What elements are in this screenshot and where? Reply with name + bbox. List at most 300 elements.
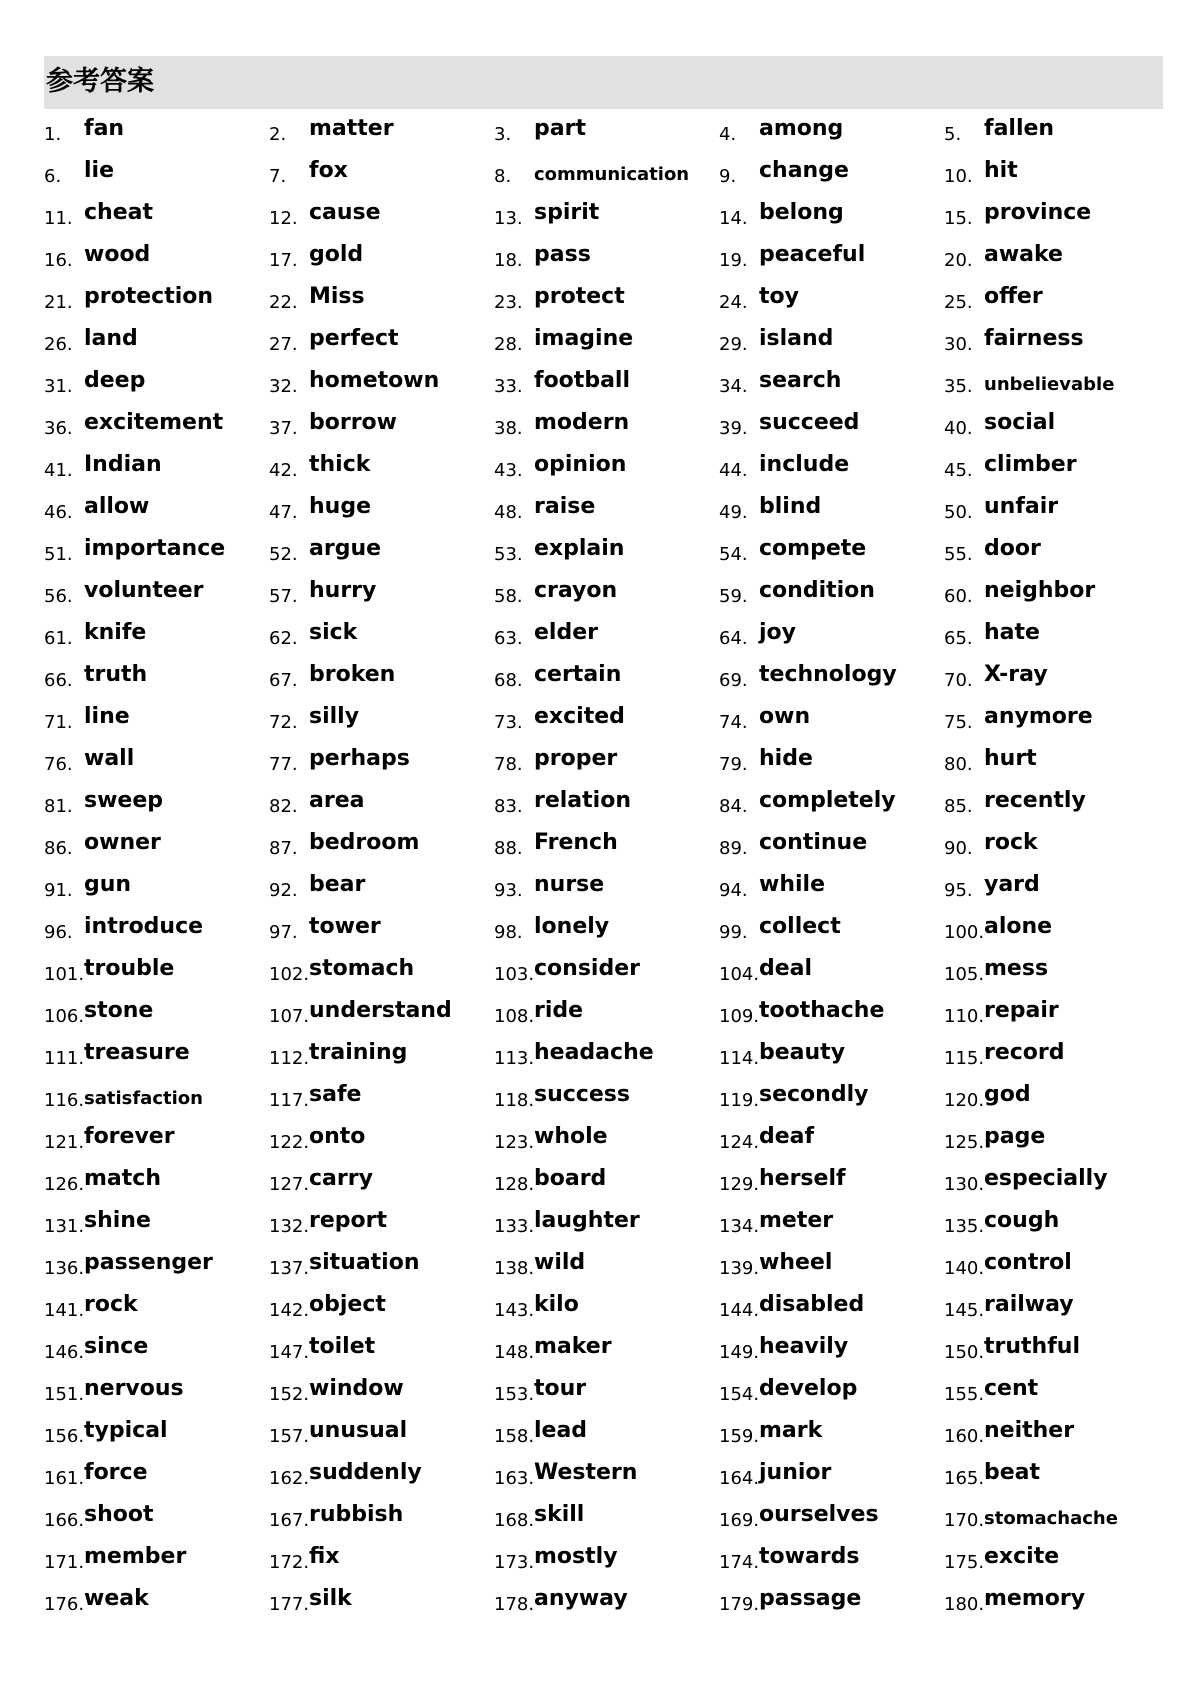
answer-number: 163. [494,1468,535,1489]
answer-number: 154. [719,1384,760,1405]
answer-item [494,446,719,488]
answer-number: 97. [269,922,298,943]
answer-word: wall [84,746,135,771]
answer-number: 25. [944,292,973,313]
answer-item [44,698,269,740]
answer-word: report [309,1208,387,1233]
answer-number: 88. [494,838,523,859]
answer-item [494,698,719,740]
answer-word: French [534,830,618,855]
answer-number: 147. [269,1342,310,1363]
answer-word: perfect [309,326,399,351]
answer-item [719,1496,944,1538]
answer-item [494,1202,719,1244]
answer-item [269,614,494,656]
answer-number: 179. [719,1594,760,1615]
answer-word: deep [84,368,146,393]
answer-number: 58. [494,586,523,607]
answer-number: 91. [44,880,73,901]
answer-number: 9. [719,166,737,187]
answer-word: shine [84,1208,151,1233]
answer-number: 67. [269,670,298,691]
answer-number: 161. [44,1468,85,1489]
answer-item [494,278,719,320]
answer-item [944,614,1163,656]
answer-word: heavily [759,1334,849,1359]
answer-number: 6. [44,166,62,187]
answer-number: 40. [944,418,973,439]
answer-item [44,1244,269,1286]
answer-item [494,236,719,278]
answer-word: protection [84,284,214,309]
answer-number: 175. [944,1552,985,1573]
answer-item [494,1580,719,1622]
answer-word: belong [759,200,844,225]
answer-number: 157. [269,1426,310,1447]
answer-word: skill [534,1502,585,1527]
answer-item [944,572,1163,614]
answer-number: 90. [944,838,973,859]
answer-number: 126. [44,1174,85,1195]
answer-item [44,1580,269,1622]
answer-item [719,110,944,152]
answer-word: pass [534,242,591,267]
answer-number: 53. [494,544,523,565]
answer-number: 10. [944,166,973,187]
answer-item [494,1370,719,1412]
answer-number: 62. [269,628,298,649]
answer-word: trouble [84,956,175,981]
answer-number: 74. [719,712,748,733]
answer-item [44,1370,269,1412]
answer-number: 44. [719,460,748,481]
answer-number: 155. [944,1384,985,1405]
answer-grid [44,110,1163,1622]
answer-number: 109. [719,1006,760,1027]
answer-word: elder [534,620,598,645]
answer-word: bedroom [309,830,420,855]
answer-word: among [759,116,844,141]
answer-number: 111. [44,1048,85,1069]
answer-word: gun [84,872,132,897]
answer-word: window [309,1376,404,1401]
answer-item [44,1454,269,1496]
answer-word: disabled [759,1292,865,1317]
answer-word: broken [309,662,396,687]
answer-number: 173. [494,1552,535,1573]
answer-item [44,1286,269,1328]
answer-number: 138. [494,1258,535,1279]
answer-number: 180. [944,1594,985,1615]
answer-word: offer [984,284,1043,309]
answer-item [269,572,494,614]
answer-item [44,866,269,908]
answer-item [719,1454,944,1496]
answer-word: fan [84,116,125,141]
answer-item [269,740,494,782]
answer-word: treasure [84,1040,190,1065]
answer-number: 169. [719,1510,760,1531]
answer-word: onto [309,1124,366,1149]
answer-item [269,1160,494,1202]
answer-number: 31. [44,376,73,397]
answer-number: 65. [944,628,973,649]
answer-number: 143. [494,1300,535,1321]
answer-item [269,782,494,824]
answer-item [269,236,494,278]
answer-item [494,1118,719,1160]
answer-word: borrow [309,410,397,435]
answer-item [719,782,944,824]
answer-number: 21. [44,292,73,313]
answer-item [44,404,269,446]
answer-item [494,1454,719,1496]
answer-number: 39. [719,418,748,439]
answer-item [269,110,494,152]
answer-word: passage [759,1586,862,1611]
answer-word: Western [534,1460,638,1485]
answer-number: 43. [494,460,523,481]
answer-word: meter [759,1208,834,1233]
answer-word: certain [534,662,622,687]
answer-number: 49. [719,502,748,523]
answer-number: 178. [494,1594,535,1615]
answer-word: gold [309,242,364,267]
answer-number: 120. [944,1090,985,1111]
answer-item [719,656,944,698]
answer-word: unbelievable [984,374,1115,395]
answer-item [269,488,494,530]
answer-number: 98. [494,922,523,943]
answer-item [494,656,719,698]
answer-number: 35. [944,376,973,397]
answer-item [269,698,494,740]
answer-number: 115. [944,1048,985,1069]
answer-word: force [84,1460,148,1485]
answer-word: fallen [984,116,1055,141]
answer-number: 12. [269,208,298,229]
answer-number: 48. [494,502,523,523]
answer-item [719,1076,944,1118]
answer-word: secondly [759,1082,869,1107]
answer-item [44,320,269,362]
answer-word: stomach [309,956,415,981]
answer-number: 167. [269,1510,310,1531]
answer-item [269,1370,494,1412]
answer-number: 79. [719,754,748,775]
answer-number: 95. [944,880,973,901]
answer-word: rubbish [309,1502,404,1527]
answer-item [944,110,1163,152]
answer-number: 110. [944,1006,985,1027]
answer-item [44,656,269,698]
answer-item [494,1328,719,1370]
answer-word: huge [309,494,371,519]
answer-item [944,488,1163,530]
answer-item [269,656,494,698]
answer-number: 56. [44,586,73,607]
answer-number: 146. [44,1342,85,1363]
answer-number: 94. [719,880,748,901]
answer-word: matter [309,116,394,141]
answer-word: develop [759,1376,858,1401]
answer-word: satisfaction [84,1088,203,1109]
answer-item [44,1496,269,1538]
answer-word: since [84,1334,149,1359]
answer-word: deal [759,956,813,981]
answer-number: 176. [44,1594,85,1615]
answer-word: lonely [534,914,610,939]
answer-word: volunteer [84,578,204,603]
answer-item [44,362,269,404]
answer-item [44,530,269,572]
answer-word: beat [984,1460,1041,1485]
answer-item [494,1034,719,1076]
answer-item [269,1202,494,1244]
answer-word: area [309,788,365,813]
answer-number: 11. [44,208,73,229]
answer-word: island [759,326,834,351]
answer-number: 108. [494,1006,535,1027]
answer-word: peaceful [759,242,866,267]
answer-item [269,1538,494,1580]
answer-item [494,740,719,782]
answer-item [44,1412,269,1454]
answer-item [719,1328,944,1370]
answer-word: joy [759,620,796,645]
answer-item [719,278,944,320]
answer-number: 34. [719,376,748,397]
answer-number: 117. [269,1090,310,1111]
answer-item [269,404,494,446]
answer-number: 7. [269,166,287,187]
answer-word: herself [759,1166,846,1191]
answer-number: 132. [269,1216,310,1237]
answer-item [944,740,1163,782]
answer-number: 136. [44,1258,85,1279]
answer-number: 171. [44,1552,85,1573]
answer-word: success [534,1082,630,1107]
answer-item [44,1202,269,1244]
answer-word: suddenly [309,1460,422,1485]
answer-number: 133. [494,1216,535,1237]
answer-word: mess [984,956,1049,981]
answer-word: toothache [759,998,885,1023]
answer-number: 4. [719,124,737,145]
answer-number: 3. [494,124,512,145]
answer-word: mostly [534,1544,618,1569]
answer-number: 152. [269,1384,310,1405]
answer-number: 101. [44,964,85,985]
answer-item [494,1160,719,1202]
answer-word: modern [534,410,630,435]
answer-number: 145. [944,1300,985,1321]
answer-item [44,950,269,992]
answer-number: 166. [44,1510,85,1531]
answer-item [269,1118,494,1160]
answer-number: 77. [269,754,298,775]
answer-word: carry [309,1166,373,1191]
answer-number: 71. [44,712,73,733]
answer-number: 174. [719,1552,760,1573]
title-bar [44,56,1163,109]
answer-item [944,1286,1163,1328]
answer-item [944,1160,1163,1202]
answer-item [44,614,269,656]
answer-word: fairness [984,326,1084,351]
answer-number: 24. [719,292,748,313]
answer-number: 45. [944,460,973,481]
answer-number: 124. [719,1132,760,1153]
answer-word: yard [984,872,1040,897]
answer-item [719,572,944,614]
answer-word: passenger [84,1250,213,1275]
answer-word: wild [534,1250,586,1275]
answer-item [269,866,494,908]
answer-item [494,1286,719,1328]
answer-item [719,530,944,572]
answer-number: 2. [269,124,287,145]
answer-item [44,992,269,1034]
answer-word: object [309,1292,386,1317]
answer-word: whole [534,1124,608,1149]
answer-number: 86. [44,838,73,859]
answer-item [269,530,494,572]
answer-number: 107. [269,1006,310,1027]
answer-item [944,278,1163,320]
answer-number: 129. [719,1174,760,1195]
answer-item [44,1118,269,1160]
answer-item [494,950,719,992]
answer-word: lie [84,158,115,183]
answer-item [44,488,269,530]
answer-number: 112. [269,1048,310,1069]
answer-number: 105. [944,964,985,985]
answer-number: 37. [269,418,298,439]
answer-word: cause [309,200,381,225]
answer-word: stone [84,998,154,1023]
answer-number: 54. [719,544,748,565]
answer-item [494,1496,719,1538]
answer-item [494,362,719,404]
answer-number: 5. [944,124,962,145]
answer-item [719,1202,944,1244]
answer-item [944,1412,1163,1454]
answer-item [944,782,1163,824]
answer-word: condition [759,578,875,603]
answer-item [944,446,1163,488]
answer-item [944,1370,1163,1412]
answer-number: 148. [494,1342,535,1363]
answer-item [269,1244,494,1286]
answer-word: door [984,536,1041,561]
answer-item [719,236,944,278]
answer-word: hometown [309,368,440,393]
answer-word: toy [759,284,799,309]
answer-number: 160. [944,1426,985,1447]
answer-number: 172. [269,1552,310,1573]
answer-number: 81. [44,796,73,817]
answer-item [719,614,944,656]
answer-number: 75. [944,712,973,733]
answer-word: own [759,704,811,729]
answer-word: tower [309,914,381,939]
answer-word: shoot [84,1502,154,1527]
answer-item [944,1076,1163,1118]
answer-number: 60. [944,586,973,607]
answer-number: 168. [494,1510,535,1531]
answer-item [944,1244,1163,1286]
answer-number: 47. [269,502,298,523]
answer-number: 135. [944,1216,985,1237]
answer-item [269,1412,494,1454]
answer-word: knife [84,620,147,645]
answer-number: 68. [494,670,523,691]
answer-word: perhaps [309,746,410,771]
answer-word: hurry [309,578,377,603]
answer-item [719,992,944,1034]
answer-item [719,1370,944,1412]
answer-number: 23. [494,292,523,313]
answer-number: 61. [44,628,73,649]
answer-word: beauty [759,1040,846,1065]
answer-number: 36. [44,418,73,439]
answer-item [719,446,944,488]
answer-item [494,404,719,446]
answer-word: towards [759,1544,860,1569]
answer-item [44,1034,269,1076]
answer-number: 123. [494,1132,535,1153]
answer-number: 131. [44,1216,85,1237]
answer-number: 103. [494,964,535,985]
answer-word: forever [84,1124,175,1149]
answer-word: hide [759,746,813,771]
answer-word: kilo [534,1292,579,1317]
answer-number: 164. [719,1468,760,1489]
answer-item [719,1538,944,1580]
answer-word: laughter [534,1208,640,1233]
answer-item [719,1160,944,1202]
answer-word: unusual [309,1418,408,1443]
answer-word: sweep [84,788,164,813]
answer-number: 150. [944,1342,985,1363]
answer-number: 82. [269,796,298,817]
answer-item [944,950,1163,992]
answer-word: control [984,1250,1072,1275]
answer-number: 134. [719,1216,760,1237]
answer-item [944,320,1163,362]
answer-item [44,782,269,824]
answer-item [944,1034,1163,1076]
answer-word: god [984,1082,1031,1107]
answer-word: rock [84,1292,138,1317]
answer-item [719,1118,944,1160]
answer-number: 99. [719,922,748,943]
answer-number: 87. [269,838,298,859]
answer-word: communication [534,164,690,185]
answer-word: thick [309,452,371,477]
answer-number: 19. [719,250,748,271]
answer-word: record [984,1040,1065,1065]
answer-word: wheel [759,1250,833,1275]
answer-word: mark [759,1418,823,1443]
answer-number: 27. [269,334,298,355]
answer-word: social [984,410,1056,435]
answer-item [44,1538,269,1580]
answer-word: excitement [84,410,224,435]
answer-number: 78. [494,754,523,775]
answer-word: especially [984,1166,1108,1191]
